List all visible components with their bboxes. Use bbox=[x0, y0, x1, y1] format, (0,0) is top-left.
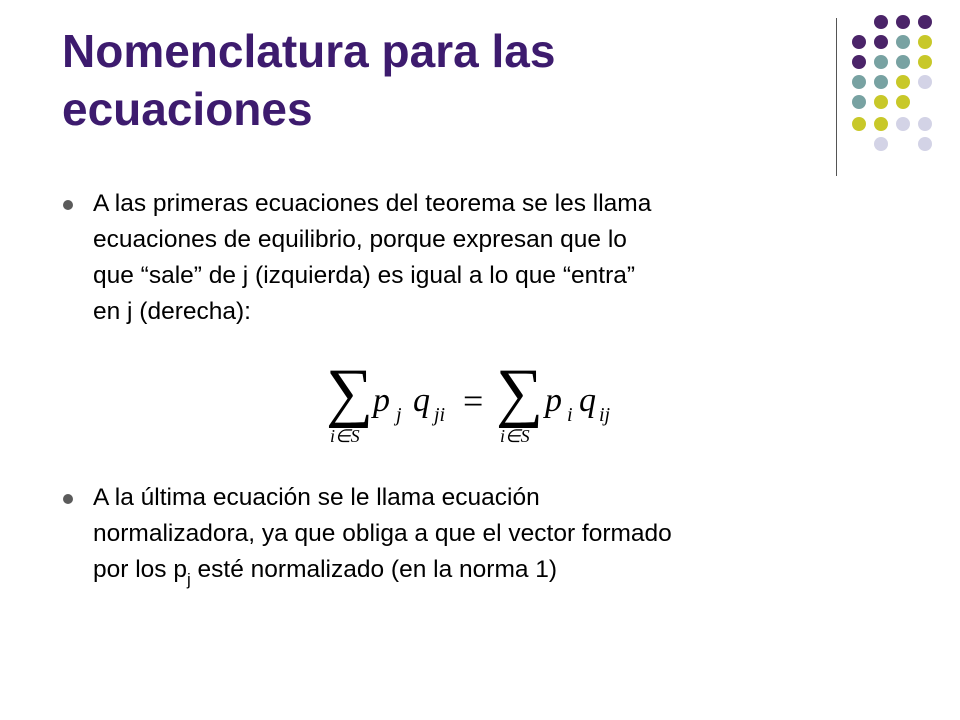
title-line-1: Nomenclatura para las bbox=[62, 25, 556, 77]
lhs-p: p bbox=[373, 382, 390, 419]
equals-sign: = bbox=[463, 381, 484, 421]
bullet-1-line-1: A las primeras ecuaciones del teorema se les llama bbox=[93, 190, 652, 217]
rhs-q: q bbox=[579, 382, 596, 419]
bullet-2-line-3-subscript: j bbox=[186, 570, 191, 589]
rhs-p-subscript: i bbox=[567, 404, 573, 426]
bullet-2-line-2: normalizadora, ya que obliga a que el vector formado bbox=[93, 520, 672, 547]
rhs-p: p bbox=[545, 382, 562, 419]
bullet-1-line-2: ecuaciones de equilibrio, porque expresan que lo bbox=[93, 226, 627, 253]
title-line-2: ecuaciones bbox=[62, 83, 313, 135]
bullet-2-line-3 bbox=[93, 552, 672, 590]
bullet-2-line-3-end: esté normalizado (en la norma 1) bbox=[190, 556, 558, 583]
bullet-marker-2 bbox=[63, 494, 73, 504]
lhs-q-subscript: ji bbox=[434, 404, 446, 426]
lhs-q: q bbox=[413, 382, 430, 419]
rhs-q-subscript: ij bbox=[599, 404, 611, 426]
bullet-2-text bbox=[93, 480, 672, 590]
bullet-2-line-3-start: por los p bbox=[93, 556, 187, 583]
bullet-1-line-4: en j (derecha): bbox=[93, 298, 251, 325]
bullet-1-line-3: que “sale” de j (izquierda) es igual a lo que “entra” bbox=[93, 262, 636, 289]
lhs-p-subscript: j bbox=[396, 404, 402, 426]
bullet-2-line-1: A la última ecuación se le llama ecuación bbox=[93, 484, 540, 511]
lhs-summation-symbol: ∑ bbox=[326, 356, 374, 429]
rhs-summation-index: i∈S bbox=[500, 426, 530, 446]
rhs-summation-symbol: ∑ bbox=[496, 356, 544, 429]
lhs-summation-index: i∈S bbox=[330, 426, 360, 446]
